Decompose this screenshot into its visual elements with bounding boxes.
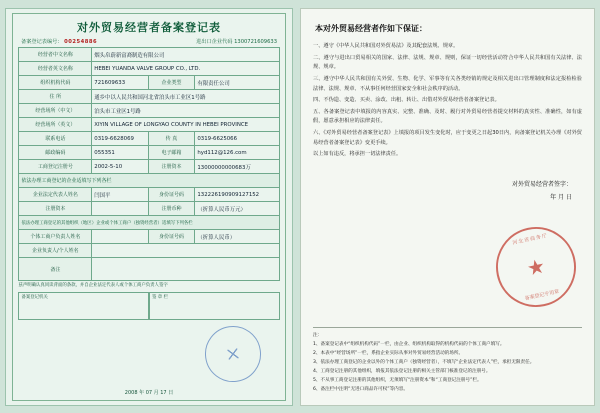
- form-title: 对外贸易经营者备案登记表: [77, 21, 221, 34]
- official-red-seal: [489, 220, 584, 315]
- footnote-item: 2、本表中“经营场所”一栏，系指企业实际从事对外贸易经营活动的场所。: [313, 350, 464, 356]
- remark-label: 备注: [19, 258, 92, 281]
- seal-label: 签 章 栏: [152, 294, 168, 300]
- row-label: 个体工商户负责人姓名: [19, 230, 92, 244]
- declaration-paragraph: 五、各备案登记表中填报的内容真实、完整、准确、及时、履行对外贸易经营者提交材料的真实性、准确性，如有虚假，愿意承担相应的法律责任。: [313, 108, 582, 125]
- table-row: [19, 202, 279, 216]
- table-row: [19, 160, 279, 174]
- star-icon: ★: [524, 253, 548, 281]
- row-label-2: 注册资本: [148, 160, 195, 174]
- row-label: 企业法定代表人姓名: [19, 188, 92, 202]
- section-1-title: 依法办理工商登记的企业适填写下列各栏: [19, 174, 279, 188]
- declaration-paragraph: 以上如有违反，将承担一切法律责任。: [313, 151, 402, 158]
- table-row: [19, 244, 279, 258]
- row-value-2: 132226190909127152: [195, 188, 279, 202]
- row-value: HEBEI YUANDA VALVE GROUP CO., LTD.: [92, 62, 279, 76]
- row-label: 邮政编码: [19, 146, 92, 160]
- row-label-2: 身份证号码: [148, 230, 195, 244]
- declaration-paragraph: 六、《对外贸易经营者备案登记表》上填报的项目发生变化时，应于变更之日起30日内，向备案登记机关办理《对外贸易经营者备案登记表》变更手续。: [313, 130, 582, 146]
- signature-date-label: 年 月 日: [550, 194, 572, 202]
- row-value-2: hyd112@126.com: [195, 146, 279, 160]
- row-label-2: 身份证号码: [148, 188, 195, 202]
- table-row: [19, 62, 279, 76]
- row-label: 住 所: [19, 90, 92, 104]
- form-header-line: [13, 38, 285, 47]
- row-value-2: （折算人民币）: [195, 230, 279, 244]
- form-number-value: 00254886: [64, 39, 98, 45]
- signature-row: [18, 292, 279, 320]
- row-value-2: （折算人民币万元）: [195, 202, 279, 216]
- footnotes-title: 注：: [313, 332, 323, 338]
- row-label-2: 注册币种: [148, 202, 195, 216]
- row-label: 联系电话: [19, 132, 92, 146]
- footnote-item: 1、备案登记表中“组织机构代码”一栏，由企业、组织机构取得的机构代码的个体工商户填写。: [313, 341, 505, 347]
- table-row: [19, 230, 279, 244]
- table-row: [19, 132, 279, 146]
- remark-row: [19, 258, 279, 281]
- left-seal-stamp: [201, 322, 264, 385]
- row-value: [92, 202, 148, 216]
- declaration-title: 本对外贸易经营者作如下保证：: [315, 24, 427, 33]
- footnote-item: 6、备注栏中注明“无进口商品许可权”等内容。: [313, 386, 408, 392]
- row-value: 0319-6628069: [92, 132, 148, 146]
- seal-top-text: 河北省商务厅: [511, 232, 549, 247]
- section-2-title: 依法办理工商登记的其他组织（地区）企业或个体工商户（独资经营者）适填写下列各栏: [19, 216, 279, 230]
- signature-label: 对外贸易经营者签字：: [511, 180, 572, 188]
- row-label-2: 企业类型: [148, 76, 195, 90]
- declaration-paragraph: 二、遵守与进出口贸易相关的国家、法律、法规、规章、规则，保证一切经营活动符合中华人民共和国有关法律、法规、规章。: [313, 54, 582, 71]
- table-row: [19, 104, 279, 118]
- table-row: [19, 118, 279, 132]
- section-header-row: [19, 174, 279, 188]
- table-row: [19, 90, 279, 104]
- row-value: XIYIN VILLAGE OF LONGYAO COUNTY IN HEBEI PROVINCE: [92, 118, 279, 132]
- declaration-sheet: [300, 8, 595, 406]
- registration-form-sheet: [5, 8, 293, 406]
- row-label: 经营者英文名称: [19, 62, 92, 76]
- registration-authority-label: 备案登记机关: [21, 294, 48, 300]
- section-header-row: [19, 216, 279, 230]
- declaration-paragraph: 四、不伪造、变造、买卖、涂改、出租、转让、出借对外贸易经营者备案登记表。: [313, 97, 500, 104]
- row-label: 经营者中文名称: [19, 48, 92, 62]
- form-border: [12, 13, 286, 401]
- row-label: 组织机构代码: [19, 76, 92, 90]
- row-label-2: 电子邮箱: [148, 146, 195, 160]
- declaration-paragraph: 三、遵守中华人民共和国有关外贸、生物、化学、军事等有关各类经销的规定及相关进出口管理制度和法定报检检验法律、法规、规章、不从事任何经营国家安全和社会秩序的活动。: [313, 75, 582, 92]
- registration-authority-cell: [18, 292, 149, 320]
- row-value: 闫国平: [92, 188, 148, 202]
- row-value-2: 13000000000683万: [195, 160, 279, 174]
- row-value: 烟头帛蔚新富裔制造有限公司: [92, 48, 279, 62]
- main-info-table: [18, 47, 279, 281]
- enterprise-code-value: 1300721609633: [234, 39, 277, 45]
- signature-block: [313, 178, 582, 204]
- table-row: [19, 188, 279, 202]
- enterprise-code-label: 进出口企业代码: [196, 39, 233, 45]
- row-label: 经营场所（中文）: [19, 104, 92, 118]
- row-value: 055351: [92, 146, 148, 160]
- row-label: 经营场所（英文）: [19, 118, 92, 132]
- table-row: [19, 146, 279, 160]
- row-label: 注册资本: [19, 202, 92, 216]
- form-date: 2008 年 07 月 17 日: [124, 390, 174, 396]
- footnote-item: 5、不从事工商登记注册的其他组织，无须填写“注册资本”和“工商登记注册号”栏。: [313, 377, 482, 383]
- table-row: [19, 48, 279, 62]
- declaration-paragraph: 一、遵守《中华人民共和国对外贸易法》及其配套法规、规章。: [313, 43, 459, 49]
- declaration-note: 兹声明确认真同读背面的条款，并自企业法定代表人或个体工商户负责人签字: [18, 283, 168, 288]
- seal-cell: [149, 292, 280, 320]
- table-row: [19, 76, 279, 90]
- row-value: [92, 244, 279, 258]
- row-value: 泊头市工业区1号路: [92, 104, 279, 118]
- row-value-2: 0319-6625066: [195, 132, 279, 146]
- footnotes-block: [313, 321, 582, 395]
- divider: [313, 327, 582, 328]
- row-value-2: 有限责任公司: [195, 76, 279, 90]
- row-value: 2002-5-10: [92, 160, 148, 174]
- row-label: 企业负责人/个人姓名: [19, 244, 92, 258]
- form-number-label: 备案登记表编号：: [21, 39, 63, 45]
- row-label-2: 传 真: [148, 132, 195, 146]
- remark-value: [92, 258, 279, 281]
- footnote-item: 3、依法办理工商登记的企业以外的个体工商户（独资经营者），不填写“企业法定代表人”栏，承担无限责任。: [313, 359, 535, 365]
- row-value: 721609633: [92, 76, 148, 90]
- seal-bottom-text: 备案登记专用章: [524, 288, 560, 302]
- enterprise-code-group: [196, 38, 277, 45]
- row-value: [92, 230, 148, 244]
- row-label: 工商登记注册号: [19, 160, 92, 174]
- row-value: 通乡中以人民共和国河北省泊头市工业区1号路: [92, 90, 279, 104]
- form-number-group: [21, 38, 97, 45]
- footnote-item: 4、工商登记注册的其他组织，填报其依法登记注册的相关主管部门核准登记的注册号。: [313, 368, 491, 374]
